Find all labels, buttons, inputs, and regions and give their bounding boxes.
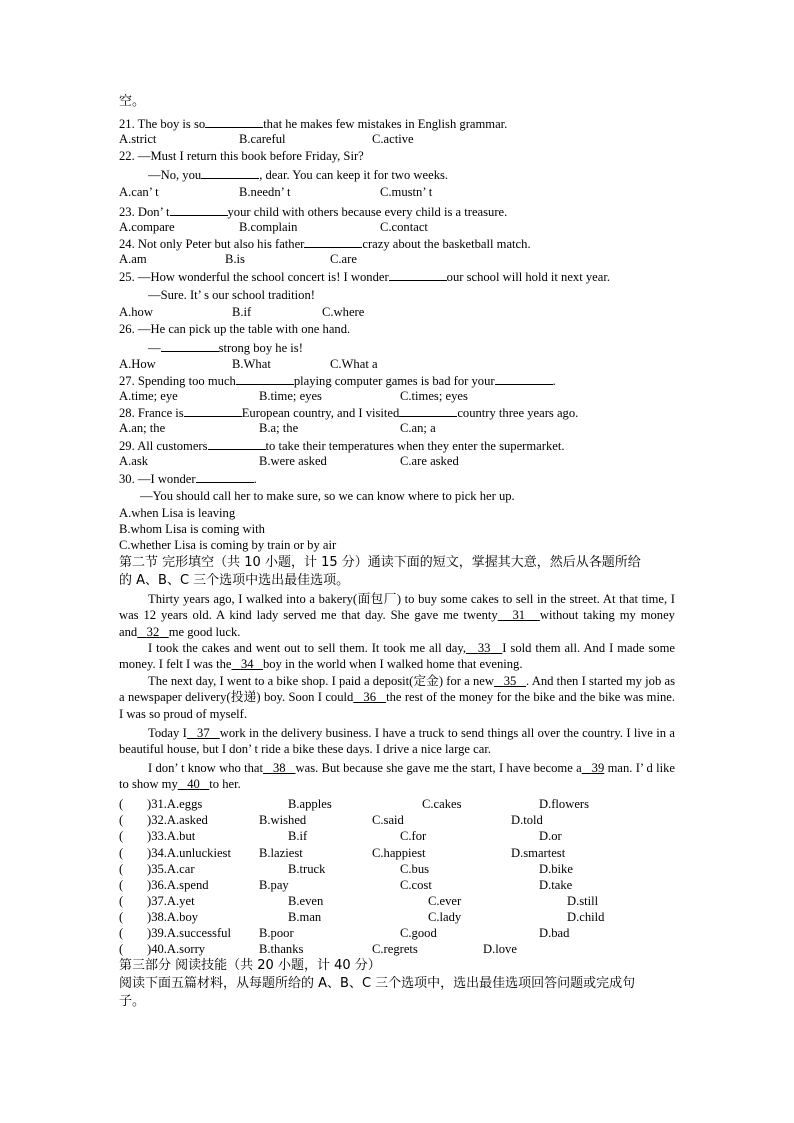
cloze-39-a: )39.A.successful xyxy=(147,926,231,940)
cloze-33-b: B.if xyxy=(288,829,308,843)
question-28: 28. France is European country, and I visited country three years ago. xyxy=(119,406,579,420)
blank-34: 34 xyxy=(240,657,254,672)
blank-38: 38 xyxy=(272,761,286,775)
cloze-32-d: D.told xyxy=(511,813,543,827)
q28-option-c: C.an; a xyxy=(400,421,436,435)
cloze-35-c: C.bus xyxy=(400,862,430,876)
blank-33: 33 xyxy=(477,641,491,655)
cloze-34-b: B.laziest xyxy=(259,846,303,860)
question-21: 21. The boy is so that he makes few mistakes in English grammar. xyxy=(119,117,508,131)
q28-option-b: B.a; the xyxy=(259,421,299,435)
blank-32: 32 xyxy=(146,624,160,639)
cloze-37-b: B.even xyxy=(288,894,324,908)
q21-option-b: B.careful xyxy=(239,132,286,146)
blank-37: 37 xyxy=(197,726,210,740)
cloze-row-31: ( xyxy=(119,797,124,811)
passage-paragraph-4: Today I 37 work in the delivery business. I have a truck to send things all over the country. I live in a beautiful house, but I don’ t ride a bike these days. I drive a nice large car. xyxy=(119,726,675,757)
cloze-row-35: ( xyxy=(119,862,124,876)
cloze-35-b: B.truck xyxy=(288,862,326,876)
top-fragment: 空。 xyxy=(119,94,146,109)
cloze-32-c: C.said xyxy=(372,813,404,827)
q24-option-b: B.is xyxy=(225,252,245,266)
cloze-row-37: ( xyxy=(119,894,124,908)
passage-paragraph-2: I took the cakes and went out to sell them. It took me all day, 33 I sold them all. And I made some money. I felt I was the 34 boy in the world when I walked home that evening. xyxy=(119,641,676,672)
section-2-heading: 第二节 完形填空（共 10 小题，计 15 分）通读下面的短文，掌握其大意，然后从各题所给 xyxy=(119,555,641,570)
passage-paragraph-5: I don’ t know who that 38 was. But because she gave me the start, I have become a 39 man. I’ d like to show my 40 to her. xyxy=(119,761,676,792)
q30-option-c: C.whether Lisa is coming by train or by air xyxy=(119,538,337,552)
cloze-33-c: C.for xyxy=(400,829,427,843)
cloze-36-c: C.cost xyxy=(400,878,432,892)
q24-option-a: A.am xyxy=(119,252,147,266)
question-25-reply: —Sure. It’ s our school tradition! xyxy=(148,288,315,302)
cloze-35-d: D.bike xyxy=(539,862,573,876)
q24-option-c: C.are xyxy=(330,252,357,266)
cloze-38-b: B.man xyxy=(288,910,322,924)
cloze-33-d: D.or xyxy=(539,829,562,843)
question-30: 30. —I wonder . xyxy=(119,472,257,486)
cloze-38-d: D.child xyxy=(567,910,605,924)
q21-option-c: C.active xyxy=(372,132,414,146)
q22-option-b: B.needn’ t xyxy=(239,185,291,199)
q27-option-b: B.time; eyes xyxy=(259,389,322,403)
cloze-39-c: C.good xyxy=(400,926,437,940)
cloze-37-d: D.still xyxy=(567,894,599,908)
q29-option-c: C.are asked xyxy=(400,454,459,468)
question-22-reply: —No, you , dear. You can keep it for two weeks. xyxy=(148,168,449,182)
cloze-34-a: )34.A.unluckiest xyxy=(147,846,231,860)
q25-option-b: B.if xyxy=(232,305,252,319)
q28-option-a: A.an; the xyxy=(119,421,166,435)
q29-option-a: A.ask xyxy=(119,454,149,468)
cloze-31-d: D.flowers xyxy=(539,797,590,811)
q27-option-a: A.time; eye xyxy=(119,389,178,403)
cloze-34-c: C.happiest xyxy=(372,846,426,860)
q30-option-b: B.whom Lisa is coming with xyxy=(119,522,265,536)
cloze-31-a: )31.A.eggs xyxy=(147,797,203,811)
cloze-40-d: D.love xyxy=(483,942,517,956)
cloze-39-b: B.poor xyxy=(259,926,294,940)
cloze-40-c: C.regrets xyxy=(372,942,418,956)
blank-36: 36 xyxy=(363,690,376,705)
cloze-31-c: C.cakes xyxy=(422,797,462,811)
passage-paragraph-3: The next day, I went to a bike shop. I paid a deposit(定金) for a new 35 . And then I started my job as a newspaper delivery(投递) boy. Soon I could 36 the rest of the money for the bike and the bike was mine. I was so proud of myself. xyxy=(119,674,675,721)
section-2-heading-cont: 的 A、B、C 三个选项中选出最佳选项。 xyxy=(119,573,350,588)
cloze-38-c: C.lady xyxy=(428,910,462,924)
cloze-row-36: ( xyxy=(119,878,124,892)
passage-paragraph-1: Thirty years ago, I walked into a bakery(面包厂) to buy some cakes to sell in the street. At that time, I was 12 years old. A kind lady served me that day. She gave me twenty 31 without taking my money and 32 me good luck. xyxy=(119,592,675,639)
q23-option-a: A.compare xyxy=(119,220,175,234)
question-26-reply: — strong boy he is! xyxy=(148,341,303,355)
blank-40: 40 xyxy=(187,777,200,792)
cloze-39-d: D.bad xyxy=(539,926,570,940)
q26-option-a: A.How xyxy=(119,357,156,371)
question-26: 26. —He can pick up the table with one hand. xyxy=(119,322,351,336)
cloze-31-b: B.apples xyxy=(288,797,332,811)
cloze-36-a: )36.A.spend xyxy=(147,878,209,892)
question-25: 25. —How wonderful the school concert is! I wonder our school will hold it next year. xyxy=(119,270,610,284)
cloze-32-a: )32.A.asked xyxy=(147,813,208,827)
cloze-38-a: )38.A.boy xyxy=(147,910,199,924)
q25-option-a: A.how xyxy=(119,305,153,319)
q29-option-b: B.were asked xyxy=(259,454,327,468)
cloze-35-a: )35.A.car xyxy=(147,862,195,876)
q25-option-c: C.where xyxy=(322,305,365,319)
question-29: 29. All customers to take their temperatures when they enter the supermarket. xyxy=(119,439,565,453)
question-22: 22. —Must I return this book before Friday, Sir? xyxy=(119,149,364,163)
blank-35: 35 xyxy=(503,674,517,688)
blank-31: 31 xyxy=(512,608,526,623)
question-24: 24. Not only Peter but also his father crazy about the basketball match. xyxy=(119,237,531,251)
cloze-row-38: ( xyxy=(119,910,124,924)
cloze-34-d: D.smartest xyxy=(511,846,566,860)
section-3-instructions: 阅读下面五篇材料，从每题所给的 A、B、C 三个选项中，选出最佳选项回答问题或完成句 xyxy=(119,976,636,991)
cloze-37-c: C.ever xyxy=(428,894,462,908)
cloze-36-d: D.take xyxy=(539,878,573,892)
cloze-row-39: ( xyxy=(119,926,124,940)
q23-option-c: C.contact xyxy=(380,220,428,234)
q27-option-c: C.times; eyes xyxy=(400,389,468,403)
cloze-36-b: B.pay xyxy=(259,878,289,892)
cloze-row-40: ( xyxy=(119,942,124,956)
question-23: 23. Don’ t your child with others because every child is a treasure. xyxy=(119,205,508,219)
q26-option-c: C.What a xyxy=(330,357,378,371)
blank-39: 39 xyxy=(591,761,605,775)
cloze-row-34: ( xyxy=(119,846,124,860)
cloze-32-b: B.wished xyxy=(259,813,307,827)
q22-option-a: A.can’ t xyxy=(119,185,159,199)
section-3-instructions-cont: 子。 xyxy=(119,994,146,1009)
q22-option-c: C.mustn’ t xyxy=(380,185,433,199)
cloze-37-a: )37.A.yet xyxy=(147,894,195,908)
cloze-40-b: B.thanks xyxy=(259,942,304,956)
cloze-row-33: ( xyxy=(119,829,124,843)
question-27: 27. Spending too much playing computer games is bad for your . xyxy=(119,374,556,388)
q21-option-a: A.strict xyxy=(119,132,157,146)
section-3-heading: 第三部分 阅读技能（共 20 小题，计 40 分） xyxy=(119,958,381,973)
q23-option-b: B.complain xyxy=(239,220,298,234)
q26-option-b: B.What xyxy=(232,357,271,371)
cloze-40-a: )40.A.sorry xyxy=(147,942,206,956)
question-30-reply: —You should call her to make sure, so we can know where to pick her up. xyxy=(140,489,515,503)
cloze-33-a: )33.A.but xyxy=(147,829,196,843)
cloze-row-32: ( xyxy=(119,813,124,827)
q30-option-a: A.when Lisa is leaving xyxy=(119,506,236,520)
